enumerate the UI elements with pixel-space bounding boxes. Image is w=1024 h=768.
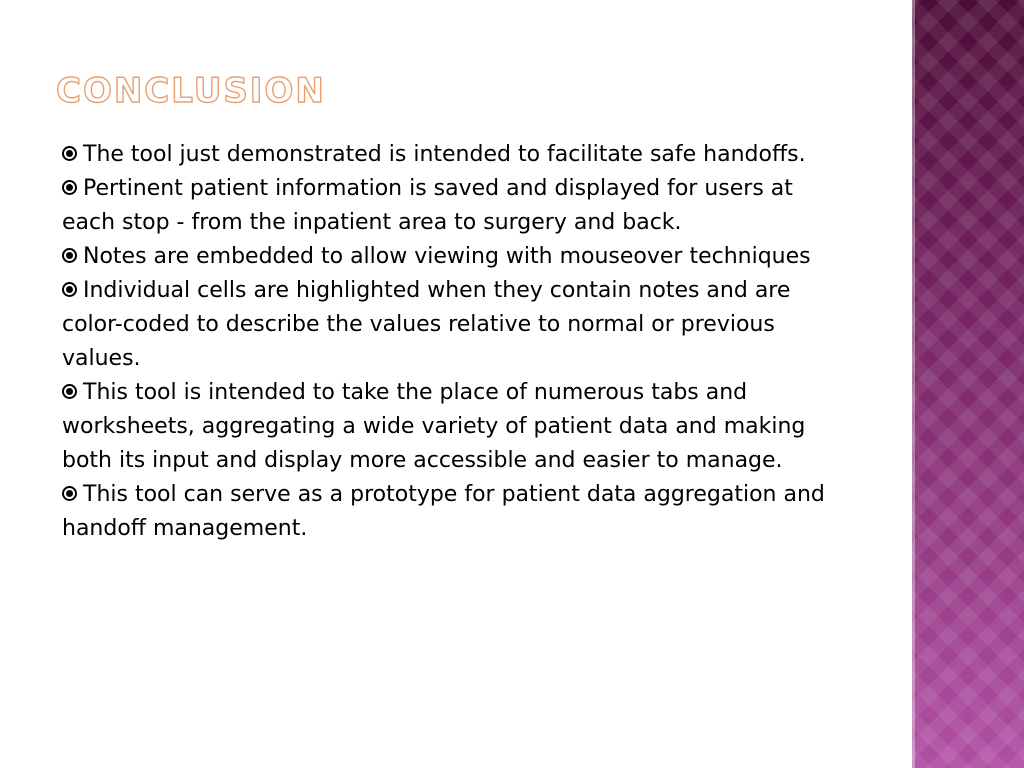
bullet-text: Pertinent patient information is saved and displayed for users at each stop - from the inpatient area to surgery and back.	[62, 176, 793, 235]
bullet-item	[62, 274, 832, 376]
bullet-item	[62, 478, 832, 546]
radio-bullet-icon	[62, 486, 77, 501]
decorative-side-panel	[912, 0, 1024, 768]
bullet-text: This tool can serve as a prototype for patient data aggregation and handoff management.	[62, 482, 825, 541]
radio-bullet-icon	[62, 180, 77, 195]
radio-bullet-icon	[62, 146, 77, 161]
bullet-item	[62, 376, 832, 478]
bullet-item	[62, 138, 832, 172]
radio-bullet-icon	[62, 384, 77, 399]
bullet-list	[62, 138, 832, 546]
bullet-item	[62, 172, 832, 240]
bullet-text: This tool is intended to take the place of numerous tabs and worksheets, aggregating a wide variety of patient data and making both its input and display more accessible and easier to manage.	[62, 380, 806, 473]
bullet-text: Individual cells are highlighted when they contain notes and are color-coded to describe the values relative to normal or previous values.	[62, 278, 791, 371]
bullet-text: The tool just demonstrated is intended to facilitate safe handoffs.	[83, 142, 806, 167]
radio-bullet-icon	[62, 282, 77, 297]
bullet-text: Notes are embedded to allow viewing with mouseover techniques	[83, 244, 811, 269]
bullet-item	[62, 240, 832, 274]
radio-bullet-icon	[62, 248, 77, 263]
slide-title: CONCLUSION	[56, 71, 326, 111]
